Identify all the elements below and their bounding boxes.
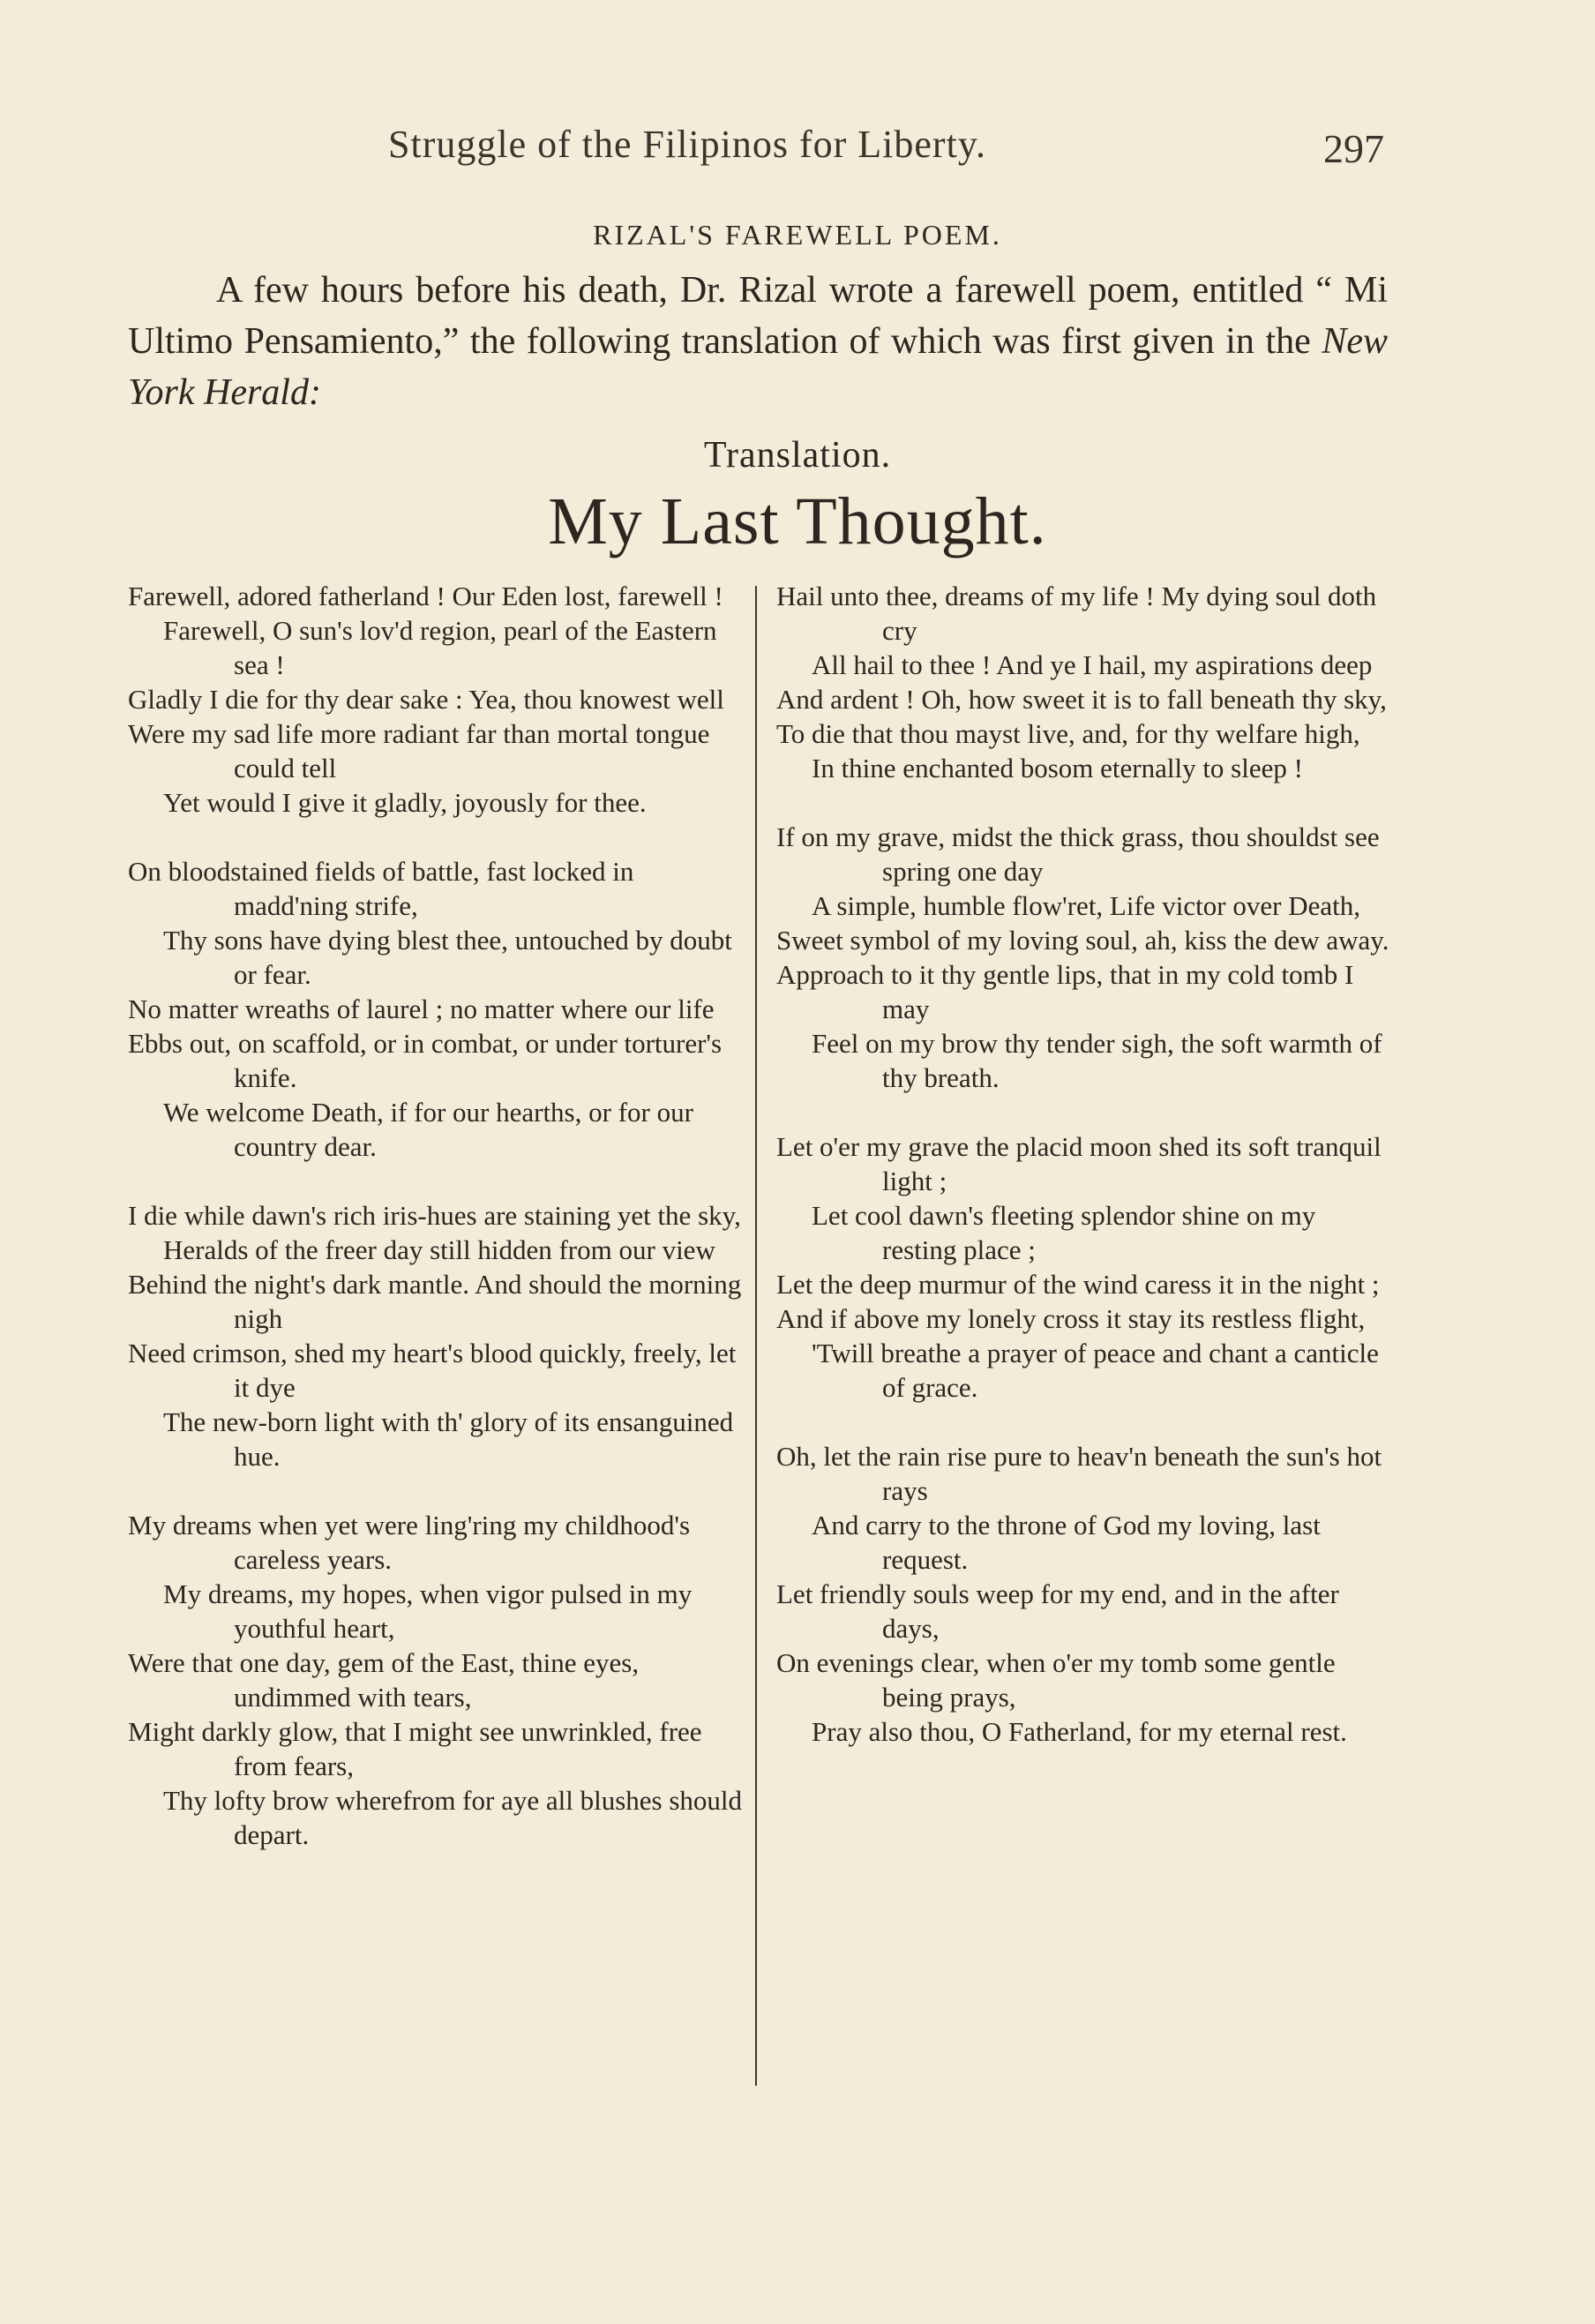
poem-line: A simple, humble flow'ret, Life victor over Death, xyxy=(812,890,1360,921)
intro-colon: : xyxy=(308,372,321,413)
poem-line: Behind the night's dark mantle. And should the morning nigh xyxy=(128,1269,742,1334)
poem-stanza xyxy=(776,1129,1394,1405)
poem-stanza xyxy=(776,579,1394,785)
poem-line: Hail unto thee, dreams of my life ! My dying soul doth cry xyxy=(776,581,1377,646)
poem-line: Approach to it thy gentle lips, that in my cold tomb I may xyxy=(776,959,1354,1024)
poem-line: To die that thou mayst live, and, for thy welfare high, xyxy=(776,718,1360,749)
poem-line: All hail to thee ! And ye I hail, my aspirations deep xyxy=(812,649,1373,680)
poem-line: Sweet symbol of my loving soul, ah, kiss the dew away. xyxy=(776,925,1389,956)
column-divider xyxy=(755,586,757,2086)
poem-line: And if above my lonely cross it stay its restless flight, xyxy=(776,1303,1366,1334)
poem-line: 'Twill breathe a prayer of peace and chant a canticle of grace. xyxy=(812,1338,1379,1403)
poem-line: And carry to the throne of God my loving, last request. xyxy=(812,1510,1321,1575)
section-heading: RIZAL'S FAREWELL POEM. xyxy=(593,219,1002,251)
poem-line: Let cool dawn's fleeting splendor shine on my resting place ; xyxy=(812,1200,1316,1265)
poem-line: Gladly I die for thy dear sake : Yea, thou knowest well xyxy=(128,684,724,715)
poem-line: Let friendly souls weep for my end, and in the after days, xyxy=(776,1578,1339,1644)
poem-line: Thy sons have dying blest thee, untouched by doubt or fear. xyxy=(163,925,732,990)
poem-line: Farewell, adored fatherland ! Our Eden lost, farewell ! xyxy=(128,581,723,611)
poem-line: We welcome Death, if for our hearths, or for our country dear. xyxy=(163,1097,693,1162)
translation-label: Translation. xyxy=(703,435,892,476)
poem-line: Oh, let the rain rise pure to heav'n beneath the sun's hot rays xyxy=(776,1441,1382,1506)
poem-line: Pray also thou, O Fatherland, for my eternal rest. xyxy=(812,1716,1347,1747)
running-title: Struggle of the Filipinos for Liberty. xyxy=(388,123,986,166)
poem-line: Need crimson, shed my heart's blood quickly, freely, let it dye xyxy=(128,1338,737,1403)
poem-line: Were that one day, gem of the East, thine eyes, undimmed with tears, xyxy=(128,1647,640,1713)
intro-text: A few hours before his death, Dr. Rizal wrote a farewell poem, entitled “ Mi Ultimo Pensamiento,” the following translation of which was first given in the xyxy=(128,270,1388,362)
poem-line: Farewell, O sun's lov'd region, pearl of the Eastern sea ! xyxy=(163,615,717,680)
intro-paragraph xyxy=(128,265,1388,418)
poem-line: The new-born light with th' glory of its ensanguined hue. xyxy=(163,1406,734,1472)
poem-left-column xyxy=(128,579,745,1886)
poem-line: In thine enchanted bosom eternally to sleep ! xyxy=(812,753,1303,783)
publication-name: New York Herald xyxy=(128,321,1388,413)
poem-stanza xyxy=(128,1198,745,1473)
poem-stanza xyxy=(128,1508,745,1852)
poem-line: Yet would I give it gladly, joyously for thee. xyxy=(163,787,647,818)
poem-line: And ardent ! Oh, how sweet it is to fall beneath thy sky, xyxy=(776,684,1387,715)
poem-line: If on my grave, midst the thick grass, thou shouldst see spring one day xyxy=(776,821,1380,887)
poem-stanza xyxy=(776,820,1394,1095)
poem-line: No matter wreaths of laurel ; no matter where our life xyxy=(128,993,715,1024)
poem-line: My dreams when yet were ling'ring my childhood's careless years. xyxy=(128,1510,691,1575)
poem-line: My dreams, my hopes, when vigor pulsed in my youthful heart, xyxy=(163,1578,693,1644)
poem-right-column xyxy=(776,579,1394,1783)
poem-stanza xyxy=(128,854,745,1164)
poem-line: Thy lofty brow wherefrom for aye all blushes should depart. xyxy=(163,1785,743,1850)
poem-line: Feel on my brow thy tender sigh, the soft warmth of thy breath. xyxy=(812,1028,1382,1093)
poem-stanza xyxy=(128,579,745,820)
poem-title: My Last Thought. xyxy=(548,484,1047,559)
poem-line: On evenings clear, when o'er my tomb some gentle being prays, xyxy=(776,1647,1336,1713)
poem-line: Were my sad life more radiant far than mortal tongue could tell xyxy=(128,718,710,783)
poem-line: Let o'er my grave the placid moon shed its soft tranquil light ; xyxy=(776,1131,1382,1196)
poem-stanza xyxy=(776,1439,1394,1749)
page-number: 297 xyxy=(1323,126,1384,171)
poem-line: Heralds of the freer day still hidden from our view xyxy=(163,1234,715,1265)
poem-line: Ebbs out, on scaffold, or in combat, or under torturer's knife. xyxy=(128,1028,723,1093)
poem-line: Let the deep murmur of the wind caress it in the night ; xyxy=(776,1269,1380,1300)
poem-line: Might darkly glow, that I might see unwrinkled, free from fears, xyxy=(128,1716,702,1781)
poem-line: I die while dawn's rich iris-hues are staining yet the sky, xyxy=(128,1200,741,1231)
poem-line: On bloodstained fields of battle, fast locked in madd'ning strife, xyxy=(128,856,634,921)
